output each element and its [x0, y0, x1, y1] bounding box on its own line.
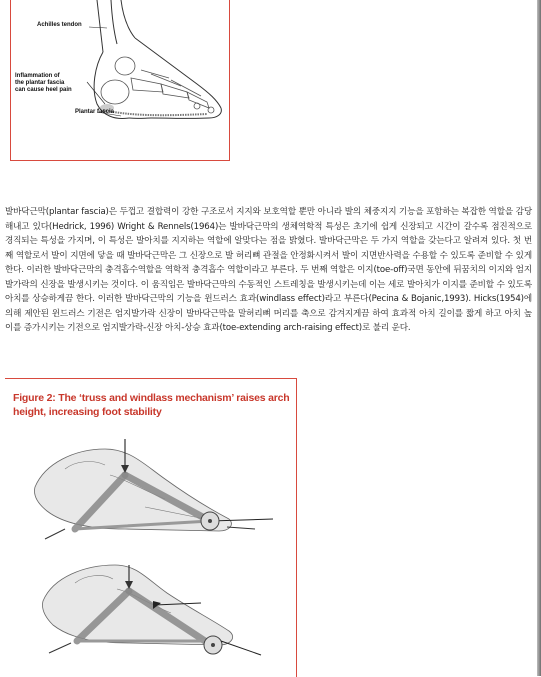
upper-foot-drawing — [35, 439, 274, 539]
windlass-mechanism-figure — [5, 378, 297, 677]
label-achilles-tendon: Achilles tendon — [37, 22, 82, 28]
truss-windlass-diagram — [5, 379, 296, 677]
body-paragraph: 발바닥근막(plantar fascia)은 두껍고 결합력이 강한 구조로서 지지와 보호역할 뿐만 아니라 발의 체중지지 기능을 포함하는 복잡한 역할을 감당해내고 있다(Hedrick, 1996) Wright & Rennels(1964)는 발바닥근막의 생체역학적 특성은 초기에 쉽게 신장되고 시간이 갈수록 점진적으로 경직되는 특성을 가지며, 이 특성은 발아치를 지지하는 역할에 알맞다는 점을 밝혔다. 발바닥근막은 두 가지 역할을 갖는다고 알려져 있다. 첫 번째 역할로서 발이 지면에 닿을 때 발바닥근막은 그 신장으로 발 허리뼈 관절을 안정화시켜서 발이 지면반사력을 수용할 수 있도록 준비할 수 있게 한다. 이러한 발바닥근막의 충격흡수역할을 역학적 충격흡수 역할이라고 부른다. 두 번째 역할은 이지(toe-off)국면 동안에 뒤꿈치의 이지와 엄지발가락의 신장을 발생시키는 것이다. 이 움직임은 발바닥근막의 수동적인 스트레칭을 발생시키는데 이는 세로 발아치가 이지를 준비할 수 있도록 아치를 상승하게끔 한다. 이러한 발바닥근막의 기능을 윈드러스 효과(windlass effect)라고 부른다(Pecina & Bojanic,1993). Hicks(1954)에 의해 제안된 윈드러스 기전은 엄지발가락 신장이 발바닥근막을 말허리뼈 머리를 축으로 감겨지게끔 하여 효과적 아치 길이를 짧게 하고 아치 높이를 증가시키는 기전으로 엄지발가락-신장 아치-상승 효과(toe-extending arch-raising effect)로 불리 운다. — [5, 207, 532, 333]
figure2-title: Figure 2: The ‘truss and windlass mechanism’ raises arch height, increasing foot stability — [13, 392, 290, 418]
window-edge — [537, 0, 541, 676]
label-inflammation: Inflammation of the plantar fascia can cause heel pain — [15, 73, 72, 93]
lower-foot-drawing — [42, 565, 261, 655]
label-plantar-fascia: Plantar fascia — [75, 109, 115, 115]
plantar-fascia-figure — [10, 0, 230, 161]
